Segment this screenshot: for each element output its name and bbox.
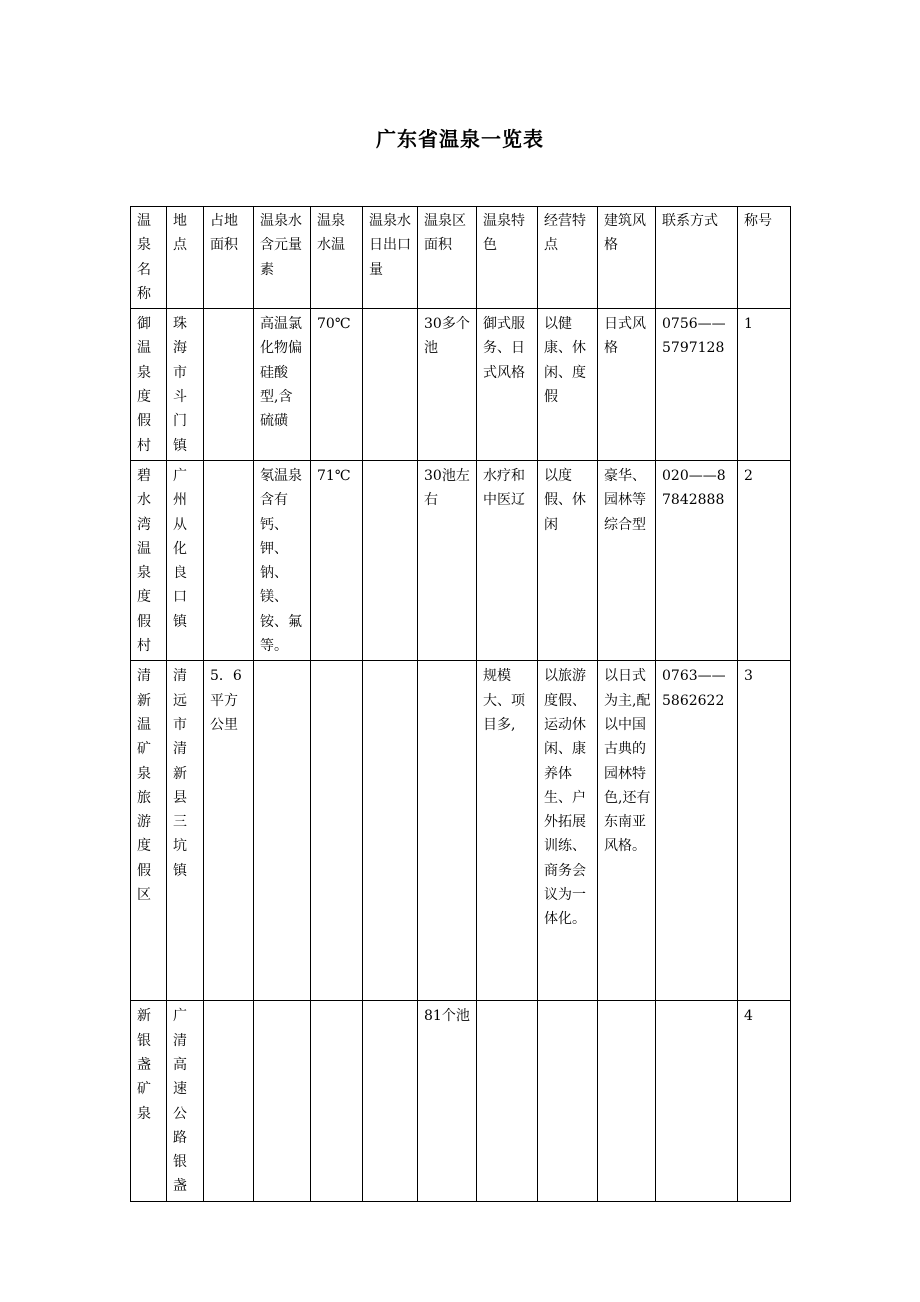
- table-cell: 御温泉度假村: [131, 309, 167, 461]
- table-cell: 0756——5797128: [656, 309, 738, 461]
- header-cell-temperature: 温泉水温: [311, 207, 363, 309]
- header-cell-rank: 称号: [738, 207, 791, 309]
- table-cell: 以度假、休闲: [538, 460, 598, 660]
- table-cell: 70℃: [311, 309, 363, 461]
- table-cell: 81个池: [418, 1001, 477, 1201]
- table-cell: 新银盏矿泉: [131, 1001, 167, 1201]
- table-cell: [538, 1001, 598, 1201]
- table-cell: [363, 661, 418, 1001]
- table-cell: [311, 1001, 363, 1201]
- table-cell: 广清高速公路银盏: [167, 1001, 204, 1201]
- table-cell: [204, 309, 254, 461]
- table-cell: 5．6平方公里: [204, 661, 254, 1001]
- table-row: [131, 309, 791, 461]
- table-cell: 豪华、园林等综合型: [598, 460, 656, 660]
- table-cell: 以日式为主,配以中国古典的园林特色,还有东南亚风格。: [598, 661, 656, 1001]
- table-cell: [418, 661, 477, 1001]
- hot-springs-table: [130, 206, 791, 1202]
- table-cell: 0763——5862622: [656, 661, 738, 1001]
- table-cell: 规模大、项目多,: [477, 661, 538, 1001]
- table-cell: [656, 1001, 738, 1201]
- table-cell: 高温氯化物偏硅酸型,含硫磺: [254, 309, 311, 461]
- table-row: [131, 661, 791, 1001]
- table-cell: 日式风格: [598, 309, 656, 461]
- table-cell: 4: [738, 1001, 791, 1201]
- header-cell-daily-output: 温泉水日出口量: [363, 207, 418, 309]
- table-cell: [254, 1001, 311, 1201]
- table-cell: [311, 661, 363, 1001]
- table-cell: 水疗和中医辽: [477, 460, 538, 660]
- table-cell: 广州从化良口镇: [167, 460, 204, 660]
- table-cell: 清远市清新县三坑镇: [167, 661, 204, 1001]
- header-cell-business: 经营特点: [538, 207, 598, 309]
- table-cell: 御式服务、日式风格: [477, 309, 538, 461]
- header-cell-location: 地点: [167, 207, 204, 309]
- table-cell: 氡温泉含有钙、钾、钠、镁、铵、氟等。: [254, 460, 311, 660]
- table-cell: 1: [738, 309, 791, 461]
- header-cell-contact: 联系方式: [656, 207, 738, 309]
- table-cell: 以旅游度假、运动休闲、康养体生、户外拓展训练、商务会议为一体化。: [538, 661, 598, 1001]
- table-cell: [254, 661, 311, 1001]
- table-cell: [363, 309, 418, 461]
- table-row: [131, 460, 791, 660]
- table-cell: [204, 460, 254, 660]
- table-cell: 碧水湾温泉度假村: [131, 460, 167, 660]
- table-row: [131, 1001, 791, 1201]
- table-cell: [363, 460, 418, 660]
- table-header-row: [131, 207, 791, 309]
- table-cell: [363, 1001, 418, 1201]
- table-cell: [204, 1001, 254, 1201]
- header-cell-elements: 温泉水含元量素: [254, 207, 311, 309]
- header-cell-area: 占地面积: [204, 207, 254, 309]
- table-cell: [598, 1001, 656, 1201]
- table-cell: [477, 1001, 538, 1201]
- table-cell: 30池左右: [418, 460, 477, 660]
- header-cell-name: 温泉名称: [131, 207, 167, 309]
- table-cell: 3: [738, 661, 791, 1001]
- page-title: 广东省温泉一览表: [376, 127, 544, 151]
- header-cell-architecture: 建筑风格: [598, 207, 656, 309]
- table-cell: 以健康、休闲、度假: [538, 309, 598, 461]
- table-cell: 71℃: [311, 460, 363, 660]
- table-cell: 清新温矿泉旅游度假区: [131, 661, 167, 1001]
- table-cell: 30多个池: [418, 309, 477, 461]
- table-cell: 珠海市斗门镇: [167, 309, 204, 461]
- table-cell: 020——87842888: [656, 460, 738, 660]
- table-cell: 2: [738, 460, 791, 660]
- header-cell-pool-area: 温泉区面积: [418, 207, 477, 309]
- header-cell-features: 温泉特色: [477, 207, 538, 309]
